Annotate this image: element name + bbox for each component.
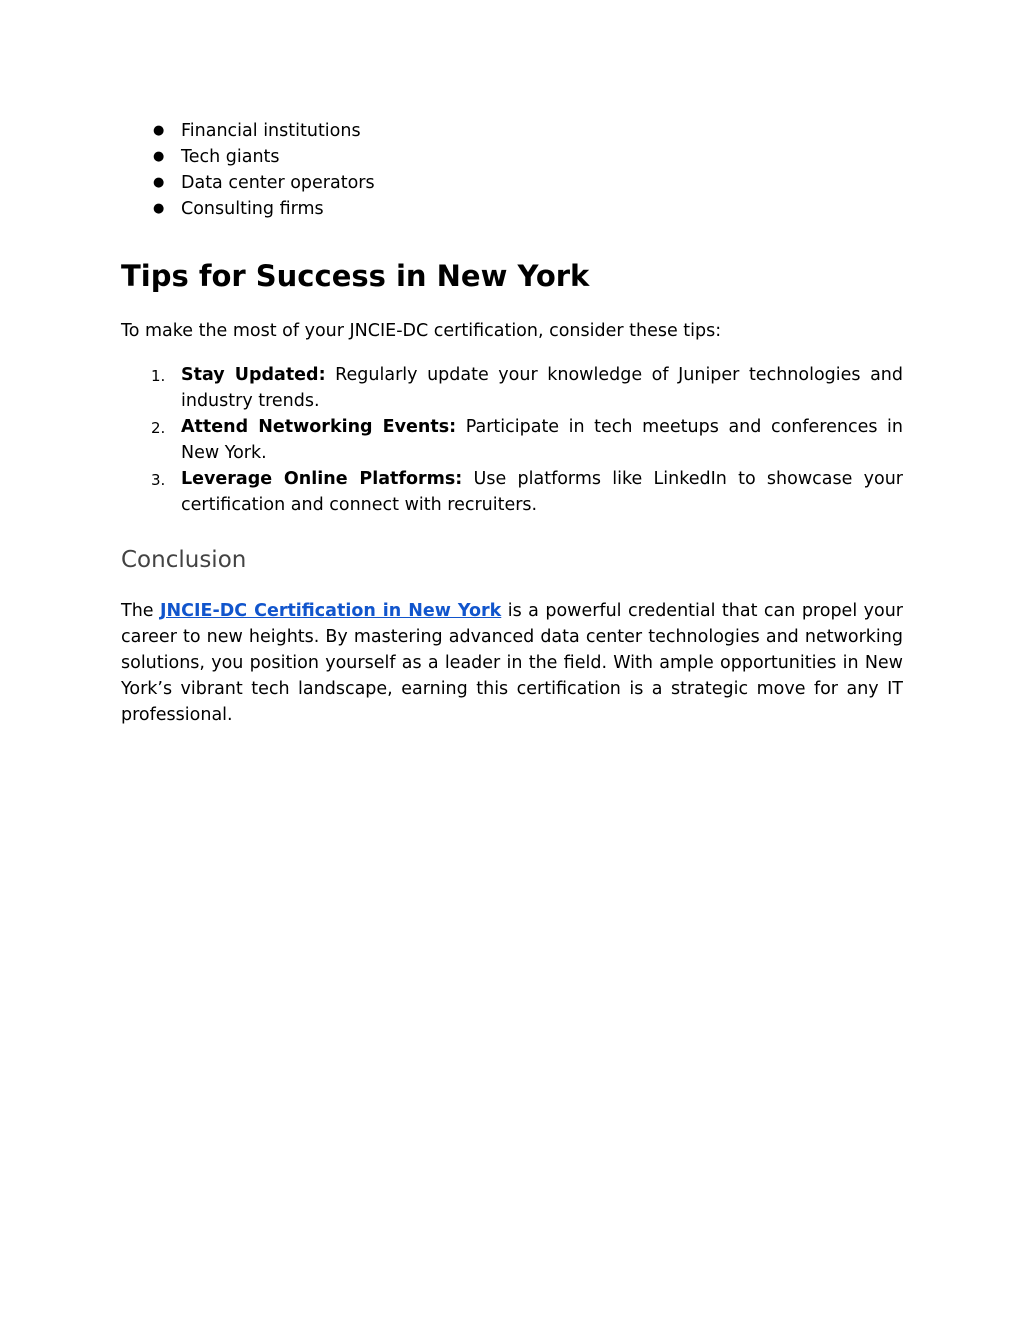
tips-list <box>121 362 903 518</box>
bullet-icon: ● <box>153 175 165 190</box>
conclusion-paragraph: The JNCIE-DC Certification in New York is a powerful credential that can propel your career to new heights. By mastering advanced data center technologies and networking solutions, you position yourself as a leader in the field. With ample opportunities in New York’s vibrant tech landscape, earning this certification is a strategic move for any IT professional. <box>121 601 903 725</box>
bullet-icon: ● <box>153 201 165 216</box>
tip-item <box>121 362 903 414</box>
employer-bullet-list <box>121 118 903 222</box>
tip-title: Attend Networking Events: <box>181 417 457 437</box>
tip-item <box>121 466 903 518</box>
bullet-icon: ● <box>153 123 165 138</box>
tip-number: 2. <box>151 419 166 437</box>
tip-number: 3. <box>151 471 166 489</box>
tip-text: Regularly update your knowledge of Juniper technologies and industry trends. <box>181 365 904 411</box>
tips-intro: To make the most of your JNCIE-DC certification, consider these tips: <box>121 321 722 341</box>
list-item: ● Tech giants <box>121 144 903 170</box>
conclusion-heading: Conclusion <box>121 547 247 573</box>
list-item: ● Financial institutions <box>121 118 903 144</box>
tips-heading: Tips for Success in New York <box>121 259 590 293</box>
bullet-icon: ● <box>153 149 165 164</box>
tip-number: 1. <box>151 367 166 385</box>
tip-item <box>121 414 903 466</box>
list-item: ● Data center operators <box>121 170 903 196</box>
tip-text: Participate in tech meetups and conferences in New York. <box>181 417 903 463</box>
list-item: ● Consulting firms <box>121 196 903 222</box>
tip-title: Leverage Online Platforms: <box>181 469 463 489</box>
certification-link[interactable]: JNCIE-DC Certification in New York <box>160 601 502 621</box>
tip-text: Use platforms like LinkedIn to showcase your certification and connect with recruiters. <box>181 469 903 515</box>
tip-title: Stay Updated: <box>181 365 326 385</box>
document-page <box>121 118 903 728</box>
